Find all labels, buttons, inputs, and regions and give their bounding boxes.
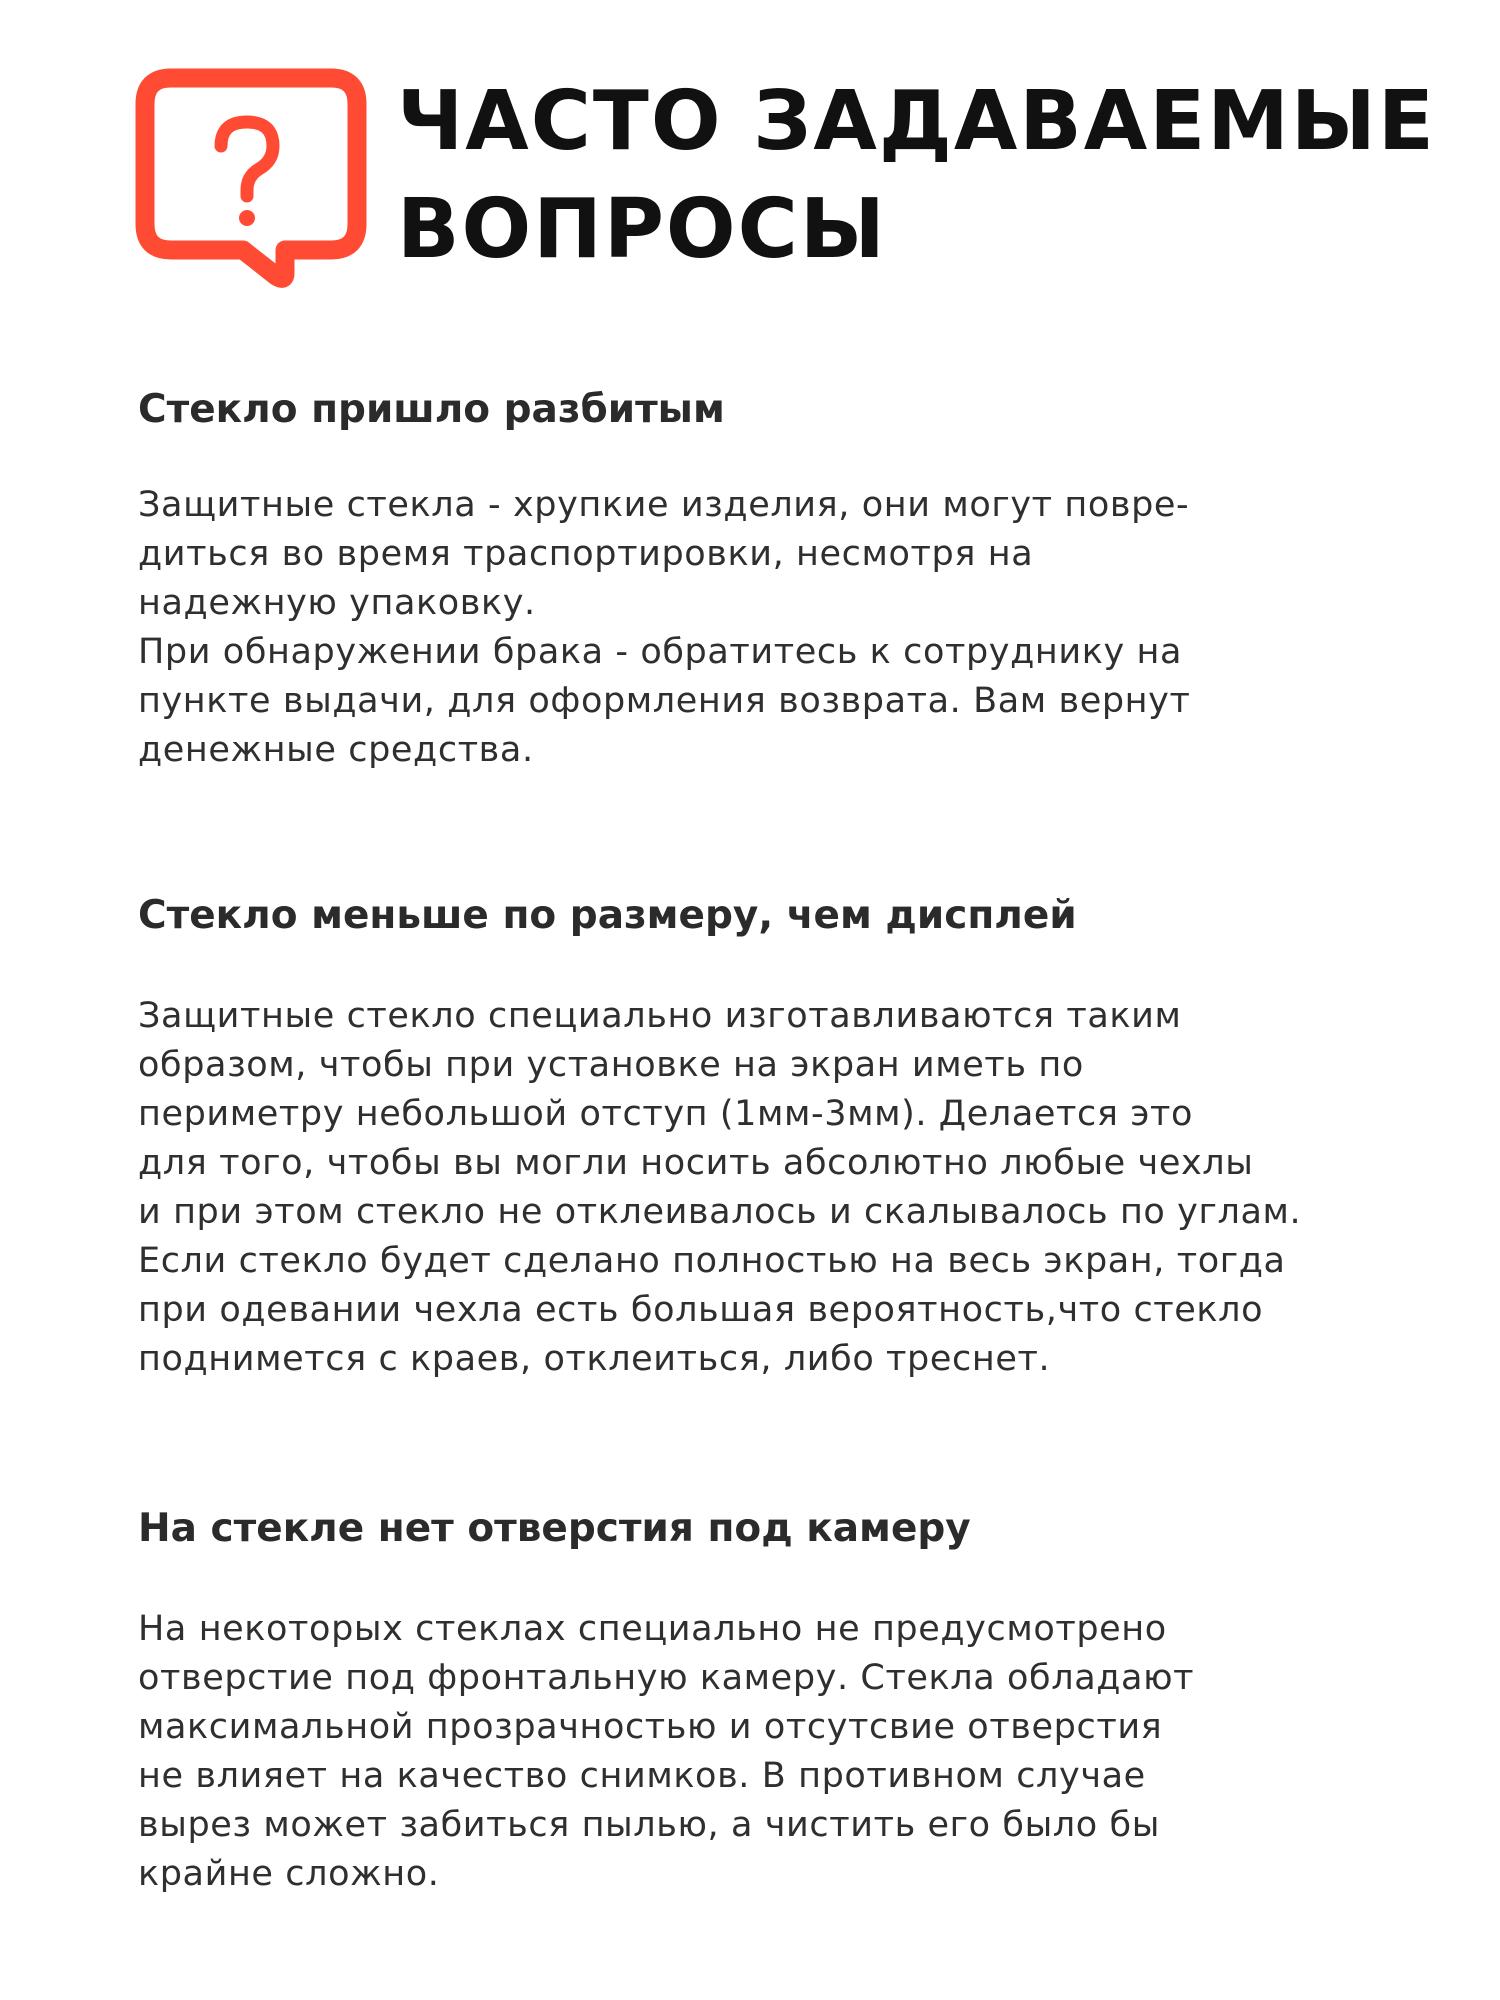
answer-line: При обнаружении брака - обратитесь к сотруднику на — [138, 632, 1183, 672]
faq-question: Стекло пришло разбитым — [138, 387, 725, 432]
answer-line: и при этом стекло не отклеивалось и скалывалось по углам. — [138, 1192, 1302, 1232]
faq-item-no-camera-hole — [138, 1505, 1428, 1899]
answer-line: Если стекло будет сделано полностью на весь экран, тогда — [138, 1241, 1286, 1281]
answer-line: диться во время траспортировки, несмотря на — [138, 534, 1034, 574]
answer-line: Защитные стекла - хрупкие изделия, они могут повре- — [138, 485, 1190, 525]
answer-line: образом, чтобы при установке на экран иметь по — [138, 1045, 1084, 1085]
page-title — [397, 68, 1436, 284]
answer-line: при одевании чехла есть большая вероятность,что стекло — [138, 1290, 1264, 1330]
answer-line: Защитные стекло специально изготавливаются таким — [138, 996, 1182, 1036]
answer-line: вырез может забиться пылью, а чистить его было бы — [138, 1805, 1160, 1845]
answer-line: крайне сложно. — [138, 1854, 440, 1894]
answer-line: пункте выдачи, для оформления возврата. Вам вернут — [138, 681, 1191, 721]
answer-line: отверстие под фронтальную камеру. Стекла обладают — [138, 1658, 1195, 1698]
answer-line: поднимется с краев, отклеиться, либо треснет. — [138, 1339, 1051, 1379]
answer-line: На некоторых стеклах специально не предусмотрено — [138, 1609, 1167, 1649]
answer-line: периметру небольшой отступ (1мм-3мм). Делается это — [138, 1094, 1194, 1134]
faq-question: На стекле нет отверстия под камеру — [138, 1506, 971, 1551]
page-header — [135, 68, 1436, 288]
answer-line: максимальной прозрачностью и отсутсвие отверстия — [138, 1707, 1163, 1747]
faq-answer — [138, 992, 1428, 1384]
question-speech-bubble-icon — [135, 68, 367, 288]
page-title-line-2: ВОПРОСЫ — [397, 182, 887, 277]
answer-line: денежные средства. — [138, 730, 534, 770]
answer-line: для того, чтобы вы могли носить абсолютно любые чехлы — [138, 1143, 1254, 1183]
answer-line: не влияет на качество снимков. В противном случае — [138, 1756, 1146, 1796]
answer-line: надежную упаковку. — [138, 583, 536, 623]
page-title-line-1: ЧАСТО ЗАДАВАЕМЫЕ — [397, 74, 1436, 169]
faq-answer — [138, 481, 1428, 775]
faq-answer — [138, 1605, 1428, 1899]
faq-item-broken-glass — [138, 386, 1428, 775]
faq-item-smaller-glass — [138, 892, 1428, 1384]
faq-question: Стекло меньше по размеру, чем дисплей — [138, 893, 1077, 938]
